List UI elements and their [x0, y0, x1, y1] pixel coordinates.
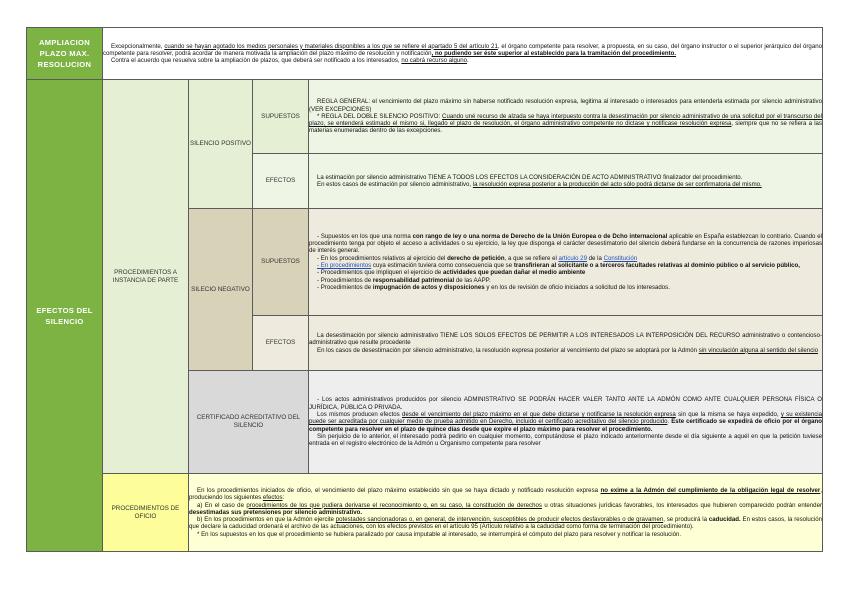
bold-text: actividades que puedan dañar el medio ambiente: [443, 269, 586, 277]
ampliacion-p1: [103, 43, 822, 58]
bold-text: desestimadas sus pretensiones por silencio administrativo.: [189, 508, 363, 516]
ampliacion-text: [103, 28, 823, 80]
text-span: Contra el acuerdo que resuelva sobre la ampliación de plazos, que deberá ser notificado a los interesados,: [111, 57, 402, 65]
certificado-p2: [309, 411, 822, 433]
positivo-supuestos-row: [27, 80, 823, 154]
text-span: - Procedimientos que impliquen el ejercicio de: [317, 269, 444, 277]
oficio-p3: [189, 516, 822, 531]
estimacion-p2: [309, 181, 822, 188]
oficio-p1: [189, 487, 822, 502]
text-span: , siempre que no se refiera a las materias enumeradas dentro de las excepciones.: [309, 120, 822, 135]
text-span: sin que la misma se haya expedido,: [675, 411, 781, 419]
ampliacion-p2: [103, 57, 822, 64]
bold-text: caducidad.: [708, 516, 741, 524]
text-span: , produciendo los siguientes: [189, 486, 823, 502]
bold-text: responsabilidad patrimonial: [372, 276, 455, 284]
bold-text: con rango de ley o una norma de Derecho de la Unión Europea o de Dcho internacional: [412, 232, 668, 240]
bold-text: impugnación de actos y disposiciones: [372, 283, 485, 291]
certificado-p3: Sin perjuicio de lo anterior, el interesado podrá pedirlo en cualquier momento, computándose el plazo indicado anteriormente desde el día siguiente a aquél en que la petición tuviese entrada en el registro electrónico de la Admón u Organismo competente para resolver: [309, 432, 822, 448]
text-span: En los procedimientos iniciados de oficio, el vencimiento del plazo máximo establecido sin que se haya dictado y notificado resolución expresa: [197, 486, 601, 494]
text-span: u otras situaciones jurídicas favorables, los interesados que hubieren comparecido podrán entender: [541, 501, 822, 509]
text-span: y en los de revisión de oficio iniciados a solicitud de los interesados.: [484, 283, 670, 291]
text-span: , el órgano competente para resolver, a propuesta, en su caso, del órgano instructor o el superior jerárquico del órgano competente para resolver, podrá acordar de manera motivada la ampliación del plazo máximo de resolución y notificación: [103, 42, 822, 57]
desestimacion-p2: [309, 347, 822, 354]
text-span: - En los procedimientos relativos al ejercicio del: [317, 254, 448, 262]
oficio-row: [27, 474, 823, 552]
regla-general-text: REGLA GENERAL: el vencimiento del plazo máximo sin haberse notificado resolución expresa, legitima al interesado o interesados para entenderla estimada por silencio administrativo (VER EXCEPCIONES): [309, 98, 822, 113]
silencio-negativo-label: SILECIO NEGATIVO: [189, 209, 253, 371]
certificado-text: [309, 371, 823, 474]
constitucion-link[interactable]: Constitución: [603, 254, 638, 262]
negativo-p4: [309, 269, 822, 276]
instancia-parte-label: PROCEDIMIENTOS A INSTANCIA DE PARTE: [103, 80, 189, 474]
certificado-p1: - Los actos administrativos producidos por silencio ADMINISTRATIVO SE PODRÁN HACER VALER TANTO ANTE LA ADMÓN COMO ANTE CUALQUIER PERSONA FÍSICA O JURÍDICA, PÚBLICA O PRIVADA.: [309, 396, 822, 411]
positivo-efectos-label: EFECTOS: [253, 154, 309, 209]
bold-underlined-text: , no pudiendo ser éste superior al establecido para la tramitación del procedimiento.: [431, 49, 677, 57]
silencio-positivo-label: SILENCIO POSITIVO: [189, 80, 253, 209]
oficio-p4: * En los supuestos en los que el procedimiento se hubiera paralizado por causa imputable al interesado, se interrumpirá el cómputo del plazo para resolver y notificar la resolución.: [197, 530, 682, 538]
ampliacion-row: [27, 28, 823, 80]
negativo-p1: [309, 233, 822, 255]
text-span: - Supuestos en los que una norma: [317, 232, 413, 240]
underlined-text: la resolución expresa posterior a la producción del acto sólo podrá dictarse de ser confirmatoria del mismo.: [472, 181, 762, 188]
underlined-text: potestades sancionadoras o, en general, de intervención, susceptibles de producir efectos desfavorables o de gravamen: [335, 516, 664, 524]
text-span: .: [467, 57, 469, 65]
underlined-text: efectos: [262, 494, 283, 502]
text-span: En estos casos, la resolución que declare la caducidad ordenará el archivo de las actuaciones, con los efectos previstos en el artículo 95 (Artículo relativo a la caducidad como forma de terminación del procedimiento).: [189, 516, 822, 531]
negativo-p3: [309, 262, 822, 269]
negativo-efectos-text: [309, 316, 823, 371]
text-span: - Procedimientos de: [317, 283, 373, 291]
doble-silencio-text: [309, 113, 822, 135]
procedimientos-link[interactable]: - En procedimientos: [317, 262, 372, 269]
certificado-label: CERTIFICADO ACREDITATIVO DEL SILENCIO: [189, 371, 309, 474]
bold-text: Este certificado se expedirá de oficio por el órgano competente para resolver en el plazo de quince días desde que expire el plazo máximo para resolver el procedimiento.: [309, 418, 822, 433]
text-span: , a que se refiere el: [504, 254, 559, 262]
text-span: - Procedimientos de: [317, 276, 373, 284]
positivo-supuestos-text: [309, 80, 823, 154]
negativo-efectos-label: EFECTOS: [253, 316, 309, 371]
underlined-text: procedimientos de los que pudiera derivarse el reconocimiento o, en su caso, la constitución de derechos: [246, 501, 542, 509]
negativo-p6: [309, 284, 822, 291]
underlined-text: sin vinculación alguna al sentido del silencio: [698, 346, 818, 354]
efectos-silencio-label: EFECTOS DEL SILENCIO: [27, 80, 103, 552]
underlined-text: y su existencia puede ser acreditada por cualquier medio de prueba admitido en Derecho, incluido el certificado acreditativo del silencio producido: [309, 411, 822, 426]
oficio-p2: [189, 502, 822, 517]
text-span: En estos casos de estimación por silencio administrativo,: [317, 181, 473, 188]
text-span: a) En el caso de: [197, 501, 247, 509]
oficio-text: [189, 474, 823, 552]
text-span: b) En los procedimientos en que la Admón ejercite: [197, 516, 336, 524]
text-span: de la: [586, 254, 604, 262]
text-span: de las AAPP.: [454, 276, 491, 284]
negativo-p2: [309, 255, 822, 262]
text-span: En los casos de desestimación por silencio administrativo, la resolución expresa posterior al vencimiento del plazo se adoptará por la Admón: [317, 346, 699, 354]
text-span: aplicable en España establezcan lo contrario. Cuando el procedimiento tenga por objeto el acceso a actividades o su ejercicio, la ley que disponga el carácter desestimatorio del silencio deberá fundarse en la concurrencia de razones imperiosas de interés general.: [309, 232, 822, 255]
text-span: cuya estimación tuviera como consecuencia que se: [371, 262, 514, 269]
negativo-p5: [309, 277, 822, 284]
negativo-supuestos-label: SUPUESTOS: [253, 209, 309, 316]
positivo-supuestos-label: SUPUESTOS: [253, 80, 309, 154]
text-span: :: [282, 494, 285, 502]
text-span: .: [667, 418, 672, 426]
underlined-text: cuando se hayan agotado los medios personales y materiales disponibles a los que se refiere el apartado 5 del artículo 21: [164, 42, 498, 50]
desestimacion-text: La desestimación por silencio administrativo TIENE LOS SOLOS EFECTOS DE PERMITIR A LOS INTERESADOS LA INTERPOSICIÓN DEL RECURSO administrativo o contencioso-administrativo que resulte procedente: [309, 332, 822, 347]
oficio-label: PROCEDIMIENTOS DE OFICIO: [103, 474, 189, 552]
negativo-supuestos-text: [309, 209, 823, 316]
bold-underlined-text: no exime a la Admón del cumplimiento de la obligación legal de resolver: [600, 486, 821, 494]
underlined-text: Cuando uné recurso de alzada se haya interpuesto contra la desestimación por silencio administrativo de una solicitud por el transcurso del plazo, se entenderá estimado el mismo si, llegado el plazo de resolución, el órgano administrativo competente no dictase y notificase resolución expresa: [309, 112, 822, 128]
bold-text: transfirieran al solicitante o a terceros facultades relativas al dominio público o al servicio público,: [513, 262, 800, 269]
bold-text: derecho de petición: [447, 254, 505, 262]
text-span: Excepcionalmente,: [111, 42, 165, 50]
underlined-text: no cabrá recurso alguno: [401, 57, 468, 65]
estimacion-text: La estimación por silencio administrativo TIENE A TODOS LOS EFECTOS LA CONSIDERACIÓN DE ACTO ADMINISTRATIVO finalizador del procedimiento.: [317, 173, 743, 181]
silencio-table: [26, 27, 823, 552]
ampliacion-label: AMPLIACION PLAZO MAX. RESOLUCION: [27, 28, 103, 80]
underlined-text: desde el vencimiento del plazo máximo en el que debe dictarse y notificarse la resolución expresa: [402, 411, 676, 419]
text-span: , se producirá la: [663, 516, 709, 524]
text-span: * REGLA DEL DOBLE SILENCIO POSITIVO:: [317, 112, 443, 120]
articulo-29-link[interactable]: artículo 29: [558, 254, 587, 262]
text-span: Los mismos producen efectos: [317, 411, 403, 419]
positivo-efectos-text: [309, 154, 823, 209]
